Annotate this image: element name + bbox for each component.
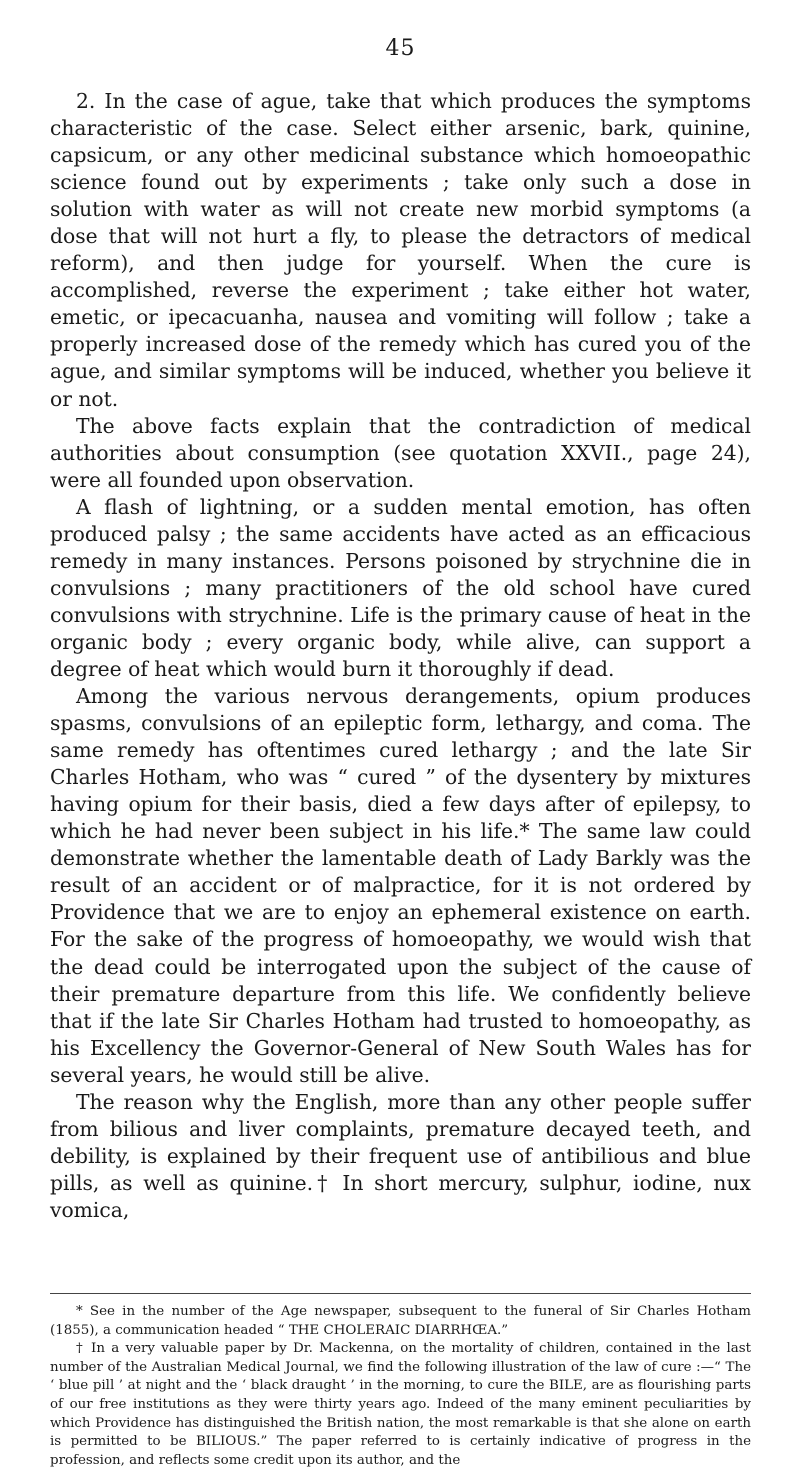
footnote-asterisk: * See in the number of the Age newspaper, subsequent to the funeral of Sir Charles Hotham (1855), a communication headed “ THE CHOLERAIC DIARRHŒA.” (50, 1304, 751, 1338)
page-number: 45 (385, 36, 416, 61)
paragraph-bilious: The reason why the English, more than any other people suffer from bilious and liver complaints, premature decayed teeth, and debility, is explained by their frequent use of antibilious and blue pills, as well as quinine.† In short mercury, sulphur, iodine, nux vomica, (50, 1089, 751, 1222)
footnote-dagger: † In a very valuable paper by Dr. Mackenna, on the mortality of children, contained in the last number of the Australian Medical Journal, we find the following illustration of the law of cure :—“ The ‘ blue pill ’ at night and the ‘ black draught ’ in the morning, to cure the BILE, are as flourishing parts of our free institutions as they were thirty years ago. Indeed of the many eminent peculiarities by which Providence has distinguished the British nation, the most remarkable is that she alone on earth is permitted to be BILIOUS.” The paper referred to is certainly indicative of progress in the profession, and reflects some credit upon its author, and the (50, 1341, 751, 1468)
paragraph-lightning: A flash of lightning, or a sudden mental emotion, has often produced palsy ; the same accidents have acted as an efficacious remedy in many instances. Persons poisoned by strychnine die in convulsions ; many practitioners of the old school have cured convulsions with strychnine. Life is the primary cause of heat in the organic body ; every organic body, while alive, can support a degree of heat which would burn it thoroughly if dead. (50, 494, 751, 681)
paragraph-consumption: The above facts explain that the contradiction of medical authorities about consumption (see quotation XXVII., page 24), were all founded upon observation. (50, 413, 751, 492)
paragraph-ague: 2. In the case of ague, take that which produces the symptoms characteristic of the case. Select either arsenic, bark, quinine, capsicum, or any other medicinal substance which homoeopathic science found out by experiments ; take only such a dose in solution with water as will not create new morbid symptoms (a dose that will not hurt a fly, to please the detractors of medical reform), and then judge for yourself. When the cure is accomplished, reverse the experiment ; take either hot water, emetic, or ipecacuanha, nausea and vomiting will follow ; take a properly increased dose of the remedy which has cured you of the ague, and similar symptoms will be induced, whether you believe it or not. (50, 89, 751, 411)
footnotes (50, 1303, 751, 1470)
footnote-divider (50, 1293, 751, 1294)
body-text (50, 88, 751, 1224)
paragraph-opium: Among the various nervous derangements, opium produces spasms, convulsions of an epileptic form, lethargy, and coma. The same remedy has oftentimes cured lethargy ; and the late Sir Charles Hotham, who was “ cured ” of the dysentery by mixtures having opium for their basis, died a few days after of epilepsy, to which he had never been subject in his life.* The same law could demonstrate whether the lamentable death of Lady Barkly was the result of an accident or of malpractice, for it is not ordered by Providence that we are to enjoy an ephemeral existence on earth. For the sake of the progress of homoeopathy, we would wish that the dead could be interrogated upon the subject of the cause of their premature departure from this life. We confidently believe that if the late Sir Charles Hotham had trusted to homoeopathy, as his Excellency the Governor-General of New South Wales has for several years, he would still be alive. (50, 684, 751, 1087)
